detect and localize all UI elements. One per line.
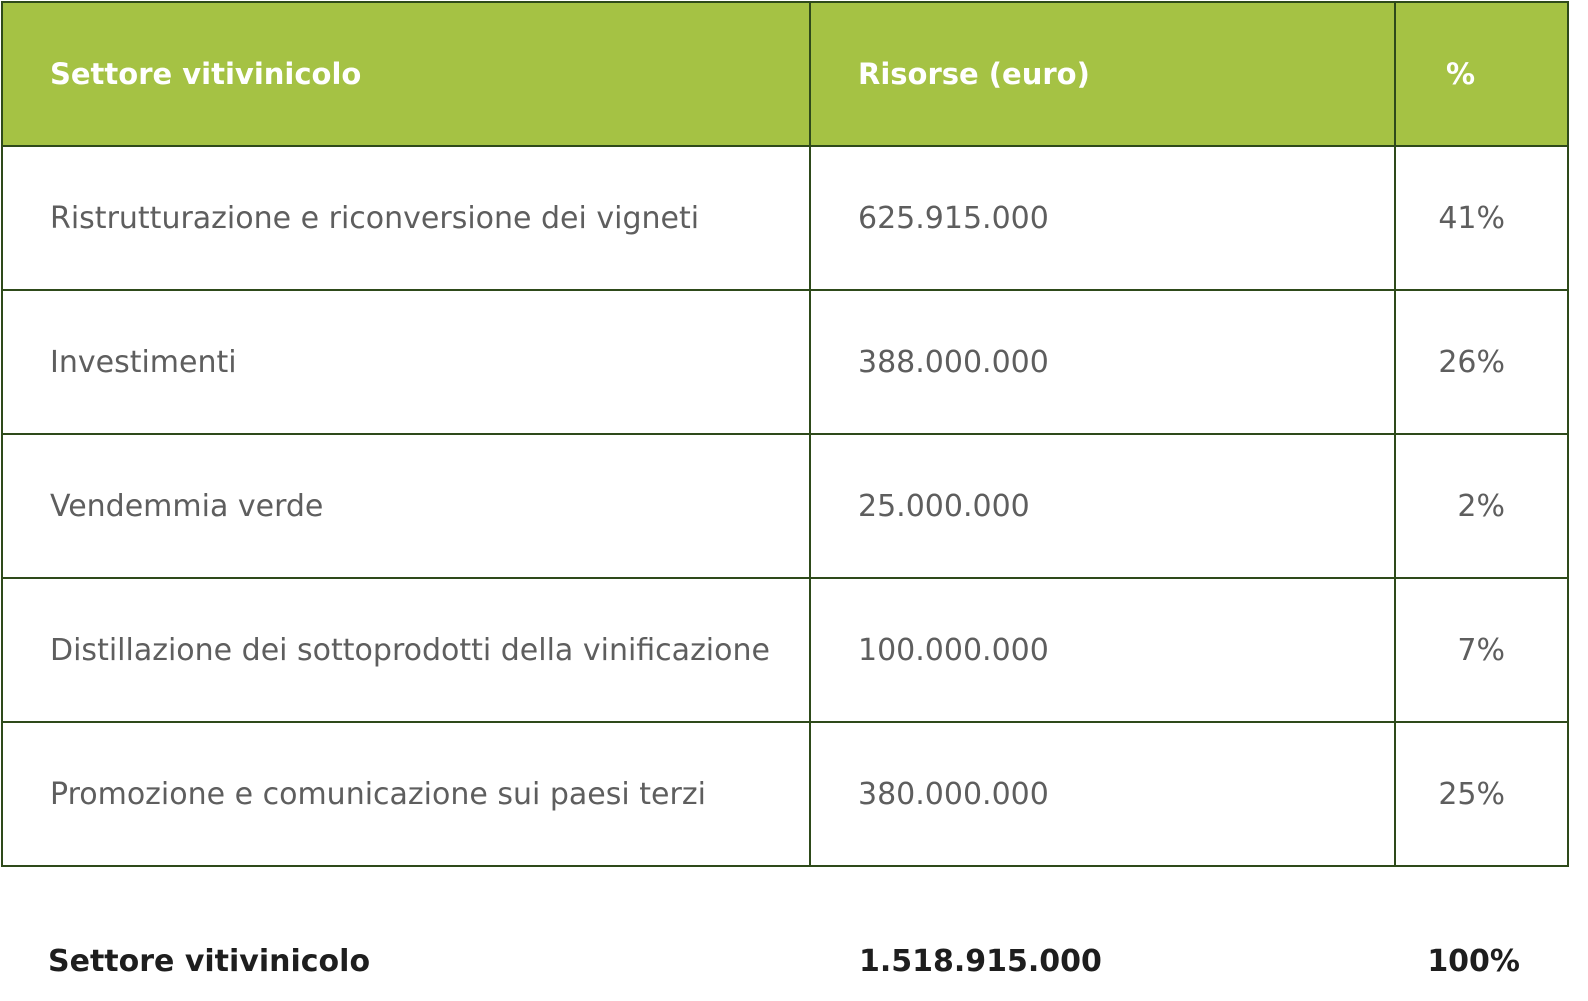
- total-percent: 100%: [1427, 944, 1520, 979]
- table-row: [2, 578, 1568, 722]
- table-row: [2, 434, 1568, 578]
- row-resources: 625.915.000: [810, 146, 1395, 290]
- row-resources: 388.000.000: [810, 290, 1395, 434]
- row-resources: 100.000.000: [810, 578, 1395, 722]
- row-name: Ristrutturazione e riconversione dei vigneti: [2, 146, 810, 290]
- table-row: [2, 146, 1568, 290]
- row-percent: 41%: [1395, 146, 1568, 290]
- row-name: Investimenti: [2, 290, 810, 434]
- total-row: [0, 932, 1588, 992]
- row-percent: 7%: [1395, 578, 1568, 722]
- row-percent: 25%: [1395, 722, 1568, 866]
- row-name: Promozione e comunicazione sui paesi terzi: [2, 722, 810, 866]
- row-name: Distillazione dei sottoprodotti della vinificazione: [2, 578, 810, 722]
- row-resources: 25.000.000: [810, 434, 1395, 578]
- header-sector: Settore vitivinicolo: [2, 2, 810, 146]
- header-resources: Risorse (euro): [810, 2, 1395, 146]
- total-resources: 1.518.915.000: [859, 944, 1102, 979]
- row-resources: 380.000.000: [810, 722, 1395, 866]
- wine-sector-resources-table: [1, 1, 1569, 867]
- table-header-row: [2, 2, 1568, 146]
- row-name: Vendemmia verde: [2, 434, 810, 578]
- table-row: [2, 290, 1568, 434]
- header-percent: %: [1395, 2, 1568, 146]
- row-percent: 26%: [1395, 290, 1568, 434]
- table-row: [2, 722, 1568, 866]
- total-name: Settore vitivinicolo: [48, 944, 371, 979]
- row-percent: 2%: [1395, 434, 1568, 578]
